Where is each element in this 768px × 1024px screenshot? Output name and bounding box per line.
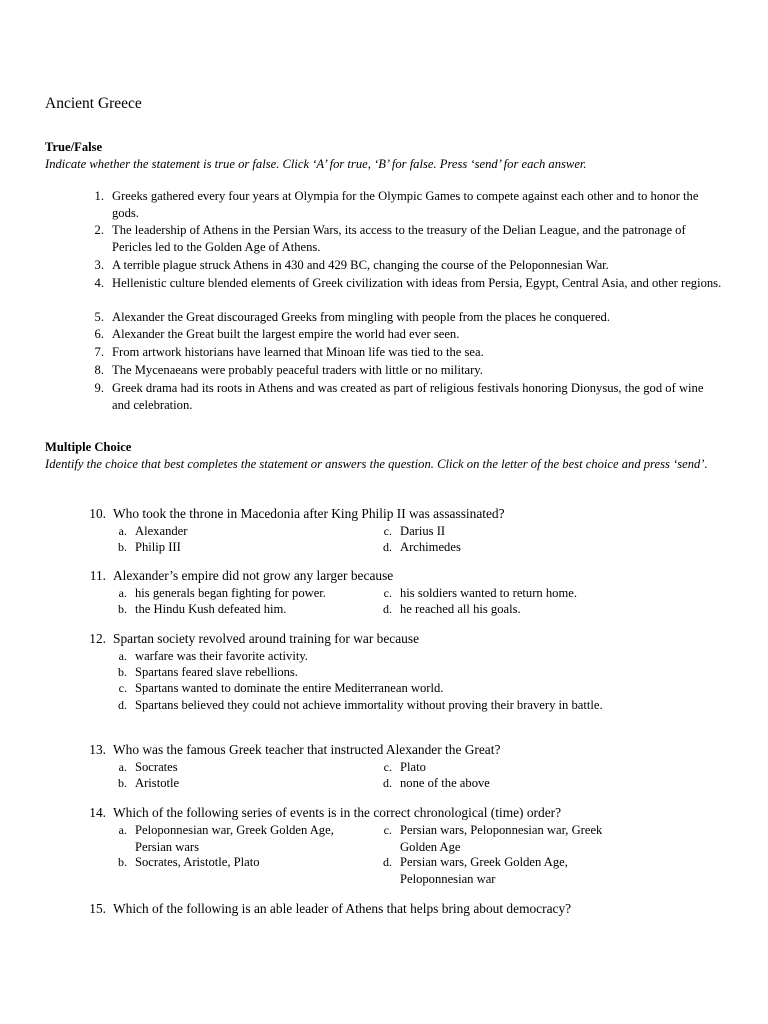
question-text: Greeks gathered every four years at Olympia for the Olympic Games to compete against each other and to honor the gods.	[112, 189, 699, 220]
question-number: 15.	[89, 901, 106, 916]
choice-text: Persian wars, Peloponnesian war, Greek Golden Age	[400, 823, 603, 854]
choice-text: Persian wars, Greek Golden Age, Peloponnesian war	[400, 855, 568, 886]
choice-letter: a.	[118, 586, 127, 600]
choice-text: Spartans believed they could not achieve immortality without proving their bravery in battle.	[135, 698, 603, 712]
choice-letter: d.	[383, 776, 392, 790]
choice-text: Spartans feared slave rebellions.	[135, 665, 298, 679]
choice-letter: a.	[118, 649, 127, 663]
question-stem: Which of the following is an able leader of Athens that helps bring about democracy?	[113, 901, 572, 916]
question-number: 2.	[94, 223, 104, 237]
choice-letter: b.	[118, 855, 127, 869]
choice-letter: d.	[383, 540, 392, 554]
choice-text: Aristotle	[135, 776, 180, 790]
tf-instructions: Indicate whether the statement is true or false. Click ‘A’ for true, ‘B’ for false. Press ‘send’ for each answer.	[45, 157, 587, 171]
choice-letter: b.	[118, 602, 127, 616]
choice-letter: d.	[118, 698, 127, 712]
choice-text: Plato	[400, 760, 426, 774]
choice-text: he reached all his goals.	[400, 602, 521, 616]
question-number: 7.	[94, 345, 104, 359]
choice-letter: d.	[383, 855, 392, 869]
choice-letter: c.	[118, 681, 127, 695]
question-number: 13.	[89, 742, 106, 757]
tf-heading: True/False	[45, 140, 103, 154]
choice-letter: b.	[118, 776, 127, 790]
choice-text: none of the above	[400, 776, 490, 790]
choice-text: Philip III	[135, 540, 181, 554]
question-text: Hellenistic culture blended elements of Greek civilization with ideas from Persia, Egypt, Central Asia, and other regions.	[112, 276, 722, 290]
question-text: Alexander the Great built the largest empire the world had ever seen.	[112, 327, 460, 341]
choice-letter: c.	[383, 823, 392, 837]
question-stem: Spartan society revolved around training for war because	[113, 631, 420, 646]
question-number: 14.	[89, 805, 106, 820]
document-title: Ancient Greece	[45, 95, 142, 112]
question-number: 12.	[89, 631, 106, 646]
question-text: The leadership of Athens in the Persian Wars, its access to the treasury of the Delian League, and the patronage of Pericles led to the Golden Age of Athens.	[112, 223, 686, 254]
choice-text: Alexander	[135, 524, 188, 538]
choice-letter: a.	[118, 524, 127, 538]
question-number: 6.	[94, 327, 104, 341]
question-text: The Mycenaeans were probably peaceful traders with little or no military.	[112, 363, 483, 377]
question-number: 11.	[89, 568, 106, 583]
question-number: 5.	[94, 310, 104, 324]
question-stem: Who was the famous Greek teacher that instructed Alexander the Great?	[113, 742, 501, 757]
choice-text: his soldiers wanted to return home.	[400, 586, 577, 600]
choice-text: his generals began fighting for power.	[135, 586, 326, 600]
choice-text: Socrates, Aristotle, Plato	[135, 855, 260, 869]
choice-letter: c.	[383, 760, 392, 774]
question-text: A terrible plague struck Athens in 430 and 429 BC, changing the course of the Peloponnesian War.	[112, 258, 609, 272]
question-number: 4.	[94, 276, 104, 290]
question-stem: Who took the throne in Macedonia after King Philip II was assassinated?	[113, 506, 505, 521]
question-text: Alexander the Great discouraged Greeks from mingling with people from the places he conquered.	[112, 310, 610, 324]
choice-text: Darius II	[400, 524, 446, 538]
question-stem: Which of the following series of events is in the correct chronological (time) order?	[113, 805, 562, 820]
choice-letter: a.	[118, 823, 127, 837]
choice-letter: b.	[118, 665, 127, 679]
choice-letter: d.	[383, 602, 392, 616]
question-text: From artwork historians have learned that Minoan life was tied to the sea.	[112, 345, 484, 359]
choice-letter: c.	[383, 586, 392, 600]
mc-heading: Multiple Choice	[45, 440, 132, 454]
question-number: 10.	[89, 506, 106, 521]
mc-instructions: Identify the choice that best completes the statement or answers the question. Click on the letter of the best choice and press ‘send’.	[45, 457, 708, 471]
choice-text: warfare was their favorite activity.	[135, 649, 308, 663]
choice-letter: a.	[118, 760, 127, 774]
question-number: 8.	[94, 363, 104, 377]
choice-letter: c.	[383, 524, 392, 538]
choice-text: Spartans wanted to dominate the entire Mediterranean world.	[135, 681, 444, 695]
question-number: 3.	[94, 258, 104, 272]
choice-text: the Hindu Kush defeated him.	[135, 602, 287, 616]
choice-letter: b.	[118, 540, 127, 554]
question-number: 9.	[94, 381, 104, 395]
choice-text: Socrates	[135, 760, 178, 774]
question-number: 1.	[94, 189, 104, 203]
question-text: Greek drama had its roots in Athens and was created as part of religious festivals honoring Dionysus, the god of wine and celebration.	[112, 381, 704, 412]
choice-text: Peloponnesian war, Greek Golden Age, Persian wars	[135, 823, 334, 854]
choice-text: Archimedes	[400, 540, 461, 554]
question-stem: Alexander’s empire did not grow any larger because	[113, 568, 394, 583]
